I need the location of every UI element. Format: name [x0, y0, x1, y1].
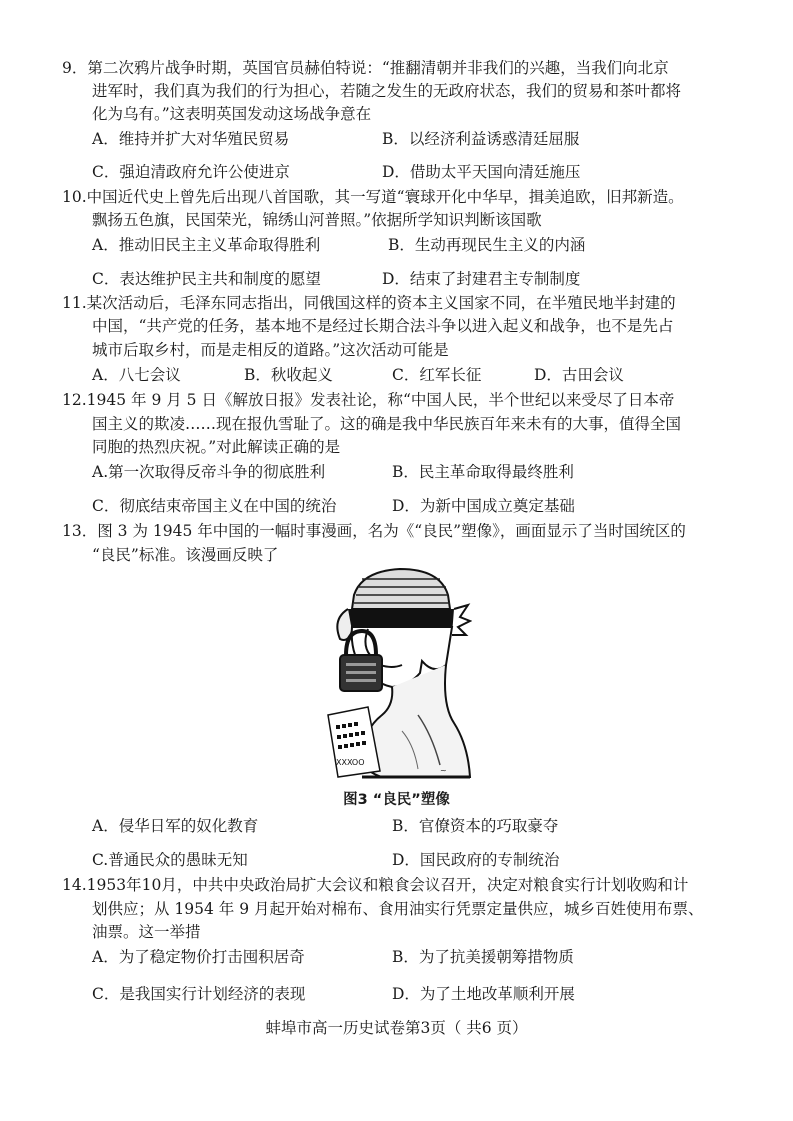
question-text-line: 进军时，我们真为我们的行为担心，若随之发生的无政府状态，我们的贸易和茶叶都将	[92, 82, 682, 100]
option-a[interactable]: A.第一次取得反帝斗争的彻底胜利	[92, 463, 326, 481]
question-text-line: 9．第二次鸦片战争时期，英国官员赫伯特说：“推翻清朝并非我们的兴趣，当我们向北京	[62, 59, 669, 77]
paper-label: XXXOO	[336, 758, 365, 767]
option-c[interactable]: C．是我国实行计划经济的表现	[92, 985, 306, 1003]
figure-caption: 图3 “良民”塑像	[343, 792, 450, 808]
question-text-line: 划供应；从 1954 年 9 月起开始对棉布、食用油实行凭票定量供应，城乡百姓使用布票、	[92, 900, 704, 918]
svg-text:~: ~	[440, 766, 447, 775]
question-text-line: 飘扬五色旗，民国荣光，锦绣山河普照。”依据所学知识判断该国歌	[92, 211, 542, 229]
option-d[interactable]: D．借助太平天国向清廷施压	[382, 163, 581, 181]
option-b[interactable]: B．生动再现民生主义的内涵	[388, 236, 586, 254]
option-a[interactable]: A．侵华日军的奴化教育	[92, 817, 259, 835]
option-a[interactable]: A．为了稳定物价打击囤积居奇	[92, 948, 305, 966]
option-a[interactable]: A．维持并扩大对华殖民贸易	[92, 130, 290, 148]
cartoon-figure	[322, 565, 472, 783]
option-c[interactable]: C．彻底结束帝国主义在中国的统治	[92, 497, 337, 515]
question-text-line: 同胞的热烈庆祝。”对此解读正确的是	[92, 438, 341, 456]
option-b[interactable]: B．民主革命取得最终胜利	[392, 463, 574, 481]
option-c[interactable]: C．强迫清政府允许公使进京	[92, 163, 290, 181]
option-b[interactable]: B．秋收起义	[244, 366, 333, 384]
option-c[interactable]: C．红军长征	[392, 366, 482, 384]
option-c[interactable]: C．表达维护民主共和制度的愿望	[92, 270, 321, 288]
option-b[interactable]: B．官僚资本的巧取豪夺	[392, 817, 559, 835]
option-d[interactable]: D．为新中国成立奠定基础	[392, 497, 575, 515]
option-c[interactable]: C.普通民众的愚昧无知	[92, 851, 248, 869]
option-b[interactable]: B．以经济利益诱惑清廷屈服	[382, 130, 580, 148]
question-text-line: 中国，“共产党的任务，基本地不是经过长期合法斗争以进入起义和战争，也不是先占	[92, 317, 674, 335]
option-a[interactable]: A．推动旧民主主义革命取得胜利	[92, 236, 321, 254]
option-d[interactable]: D．结束了封建君主专制制度	[382, 270, 581, 288]
question-text-line: 14.1953年10月，中共中央政治局扩大会议和粮食会议召开，决定对粮食实行计划收购和计	[62, 876, 689, 894]
page-footer: 蚌埠市高一历史试卷第3页（ 共6 页）	[265, 1019, 528, 1037]
option-b[interactable]: B．为了抗美援朝筹措物质	[392, 948, 574, 966]
option-d[interactable]: D．为了土地改革顺利开展	[392, 985, 575, 1003]
option-d[interactable]: D．古田会议	[534, 366, 624, 384]
statue-illustration	[322, 565, 472, 783]
question-text-line: 11.某次活动后，毛泽东同志指出，同俄国这样的资本主义国家不同，在半殖民地半封建的	[62, 294, 676, 312]
question-text-line: 13．图 3 为 1945 年中国的一幅时事漫画，名为《“良民”塑像》，画面显示了当时国统区的	[62, 522, 686, 540]
question-text-line: 化为乌有。”这表明英国发动这场战争意在	[92, 105, 372, 123]
question-text-line: 10.中国近代史上曾先后出现八首国歌，其一写道“寰球开化中华早，揖美追欧，旧邦新造。	[62, 188, 684, 206]
question-text-line: 国主义的欺凌……现在报仇雪耻了。这的确是我中华民族百年来未有的大事，值得全国	[92, 415, 682, 433]
question-text-line: 12.1945 年 9 月 5 日《解放日报》发表社论，称“中国人民，半个世纪以来受尽了日本帝	[62, 391, 675, 409]
question-text-line: 城市后取乡村，而是走相反的道路。”这次活动可能是	[92, 341, 449, 359]
question-text-line: 油票。这一举措	[92, 923, 201, 941]
option-a[interactable]: A．八七会议	[92, 366, 181, 384]
option-d[interactable]: D．国民政府的专制统治	[392, 851, 560, 869]
question-text-line: “良民”标准。该漫画反映了	[92, 546, 279, 564]
